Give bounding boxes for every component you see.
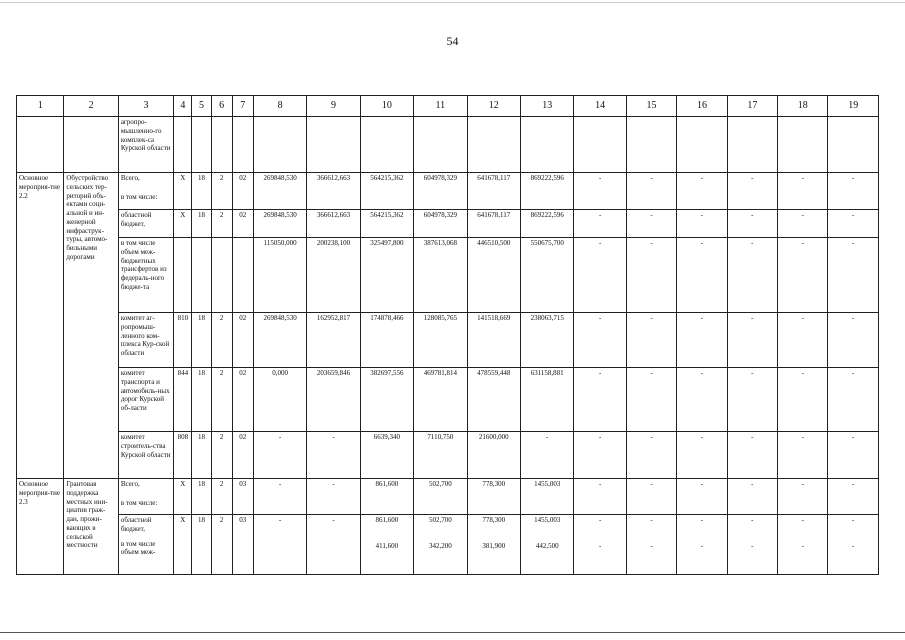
empty-value-cell: - — [727, 479, 777, 515]
value-cell: - — [253, 479, 306, 515]
value-cell: 269848,530 — [253, 210, 306, 238]
header-cell: 17 — [727, 96, 777, 117]
code-cell: 18 — [192, 173, 211, 210]
header-cell: 6 — [211, 96, 232, 117]
empty-value-cell: - — [778, 238, 828, 313]
value-cell: 502,700 — [414, 479, 467, 515]
row-label: комитет аг-ропромыш-ленного ком-плекса Кур-ской области — [118, 313, 173, 368]
code-cell: 18 — [192, 515, 211, 575]
value-cell: 269848,530 — [253, 313, 306, 368]
empty-value-cell: - — [778, 173, 828, 210]
empty-value-cell: - — [778, 432, 828, 479]
empty-value-cell: - - — [677, 515, 727, 575]
code-cell: 03 — [232, 479, 253, 515]
value-cell: - — [307, 432, 360, 479]
empty-value-cell: - — [626, 210, 676, 238]
value-cell: 6639,340 — [360, 432, 413, 479]
code-cell: 02 — [232, 210, 253, 238]
code-cell: 844 — [174, 368, 192, 432]
empty-value-cell: - — [778, 313, 828, 368]
header-cell: 19 — [828, 96, 879, 117]
value-cell: 861,600 411,600 — [360, 515, 413, 575]
header-cell: 11 — [414, 96, 467, 117]
empty-value-cell: - — [828, 479, 879, 515]
value-cell: 478559,448 — [467, 368, 520, 432]
scan-edge-line — [0, 2, 905, 3]
empty-value-cell: - — [677, 238, 727, 313]
header-cell: 2 — [64, 96, 118, 117]
empty-value-cell: - — [574, 313, 626, 368]
value-cell: 641678,117 — [467, 173, 520, 210]
page-number: 54 — [446, 34, 459, 48]
empty-value-cell: - — [727, 368, 777, 432]
code-cell: 2 — [211, 515, 232, 575]
header-cell: 4 — [174, 96, 192, 117]
code-cell: 2 — [211, 173, 232, 210]
header-cell: 15 — [626, 96, 676, 117]
measure-name: Основное мероприя-тие 2.2 — [17, 173, 64, 479]
code-cell — [232, 238, 253, 313]
value-cell: 502,700 342,200 — [414, 515, 467, 575]
value-cell: 604978,329 — [414, 173, 467, 210]
empty-value-cell: - — [727, 210, 777, 238]
code-cell: 03 — [232, 515, 253, 575]
value-cell: 469781,814 — [414, 368, 467, 432]
code-cell: Х — [174, 173, 192, 210]
value-cell: 641678,117 — [467, 210, 520, 238]
table-row — [17, 479, 879, 515]
value-cell: 366612,663 — [307, 173, 360, 210]
value-cell: 141518,669 — [467, 313, 520, 368]
empty-value-cell: - — [727, 238, 777, 313]
code-cell: 18 — [192, 432, 211, 479]
value-cell: - — [307, 515, 360, 575]
value-cell: 325497,800 — [360, 238, 413, 313]
value-cell: 1455,003 — [520, 479, 573, 515]
code-cell — [192, 238, 211, 313]
value-cell: - — [253, 432, 306, 479]
empty-value-cell: - — [828, 173, 879, 210]
table-row — [17, 515, 879, 575]
value-cell: 564215,362 — [360, 173, 413, 210]
empty-value-cell: - — [677, 173, 727, 210]
empty-value-cell: - — [574, 173, 626, 210]
empty-value-cell: - - — [828, 515, 879, 575]
empty-value-cell: - - — [574, 515, 626, 575]
code-cell — [174, 238, 192, 313]
code-cell: Х — [174, 479, 192, 515]
value-cell: 564215,362 — [360, 210, 413, 238]
empty-value-cell: - — [828, 313, 879, 368]
header-cell: 7 — [232, 96, 253, 117]
value-cell: 200238,100 — [307, 238, 360, 313]
empty-value-cell: - — [828, 238, 879, 313]
code-cell: 2 — [211, 210, 232, 238]
value-cell: - — [253, 515, 306, 575]
code-cell: 18 — [192, 368, 211, 432]
value-cell: 604978,329 — [414, 210, 467, 238]
table-row — [17, 173, 879, 210]
table-row — [17, 313, 879, 368]
empty-value-cell: - - — [727, 515, 777, 575]
table-row — [17, 368, 879, 432]
code-cell: 02 — [232, 313, 253, 368]
value-cell: 162952,817 — [307, 313, 360, 368]
header-cell: 9 — [307, 96, 360, 117]
value-cell: 869222,596 — [520, 173, 573, 210]
empty-value-cell: - — [727, 432, 777, 479]
value-cell: 115050,000 — [253, 238, 306, 313]
empty-value-cell: - - — [626, 515, 676, 575]
header-row — [17, 96, 879, 117]
empty-value-cell: - — [677, 479, 727, 515]
value-cell: 269848,530 — [253, 173, 306, 210]
empty-value-cell: - — [778, 210, 828, 238]
measure-description: Грантовая поддержка местных ини-циатив граж-дан, прожи-вающих в сельской местности — [64, 479, 118, 575]
empty-value-cell: - — [574, 238, 626, 313]
header-cell: 12 — [467, 96, 520, 117]
table-row-continuation — [17, 117, 879, 173]
code-cell: 2 — [211, 313, 232, 368]
value-cell: 382697,556 — [360, 368, 413, 432]
empty-value-cell: - — [828, 368, 879, 432]
empty-value-cell: - — [727, 313, 777, 368]
empty-value-cell: - — [626, 173, 676, 210]
empty-value-cell: - — [727, 173, 777, 210]
code-cell: 18 — [192, 313, 211, 368]
empty-value-cell: - — [626, 368, 676, 432]
code-cell: 2 — [211, 368, 232, 432]
code-cell: 02 — [232, 432, 253, 479]
empty-value-cell: - — [574, 432, 626, 479]
empty-value-cell: - — [778, 368, 828, 432]
value-cell: 778,300 381,900 — [467, 515, 520, 575]
header-cell: 8 — [253, 96, 306, 117]
empty-value-cell: - — [626, 432, 676, 479]
code-cell: 18 — [192, 210, 211, 238]
value-cell: - — [307, 479, 360, 515]
header-cell: 10 — [360, 96, 413, 117]
value-cell: 869222,596 — [520, 210, 573, 238]
budget-table — [16, 95, 879, 575]
header-cell: 3 — [118, 96, 173, 117]
empty-value-cell: - — [626, 238, 676, 313]
measure-name: Основное мероприя-тие 2.3 — [17, 479, 64, 575]
empty-value-cell: - — [778, 479, 828, 515]
row-label: Всего, в том числе: — [118, 479, 173, 515]
empty-value-cell: - — [574, 210, 626, 238]
value-cell: 21600,000 — [467, 432, 520, 479]
value-cell: 861,600 — [360, 479, 413, 515]
row-label: комитет строитель-ства Курской области — [118, 432, 173, 479]
header-cell: 5 — [192, 96, 211, 117]
value-cell: 366612,663 — [307, 210, 360, 238]
header-cell: 13 — [520, 96, 573, 117]
value-cell: 128085,765 — [414, 313, 467, 368]
measure-description: Обустройство сельских тер-риторий объ-ектами соци-альной и ин-женерной инфраструк-туры, автомо-бильными дорогами — [64, 173, 118, 479]
value-cell: 778,300 — [467, 479, 520, 515]
header-cell: 16 — [677, 96, 727, 117]
value-cell: 387613,068 — [414, 238, 467, 313]
table-row — [17, 432, 879, 479]
empty-value-cell: - — [677, 368, 727, 432]
value-cell: 446510,500 — [467, 238, 520, 313]
empty-value-cell: - — [626, 313, 676, 368]
value-cell: 631158,881 — [520, 368, 573, 432]
value-cell: 238063,715 — [520, 313, 573, 368]
header-cell: 14 — [574, 96, 626, 117]
code-cell: Х — [174, 210, 192, 238]
value-cell: 550675,700 — [520, 238, 573, 313]
empty-value-cell: - - — [778, 515, 828, 575]
empty-value-cell: - — [677, 313, 727, 368]
value-cell: 7110,750 — [414, 432, 467, 479]
value-cell: 0,000 — [253, 368, 306, 432]
code-cell: 02 — [232, 368, 253, 432]
table-row — [17, 238, 879, 313]
value-cell: - — [520, 432, 573, 479]
empty-value-cell: - — [677, 210, 727, 238]
value-cell: 1455,003 442,500 — [520, 515, 573, 575]
row-label: в том числе объем меж-бюджетных трансфертов из федераль-ного бюдже-та — [118, 238, 173, 313]
code-cell: 2 — [211, 479, 232, 515]
empty-value-cell: - — [574, 368, 626, 432]
value-cell: 203659,846 — [307, 368, 360, 432]
row-label: областной бюджет, в том числе объем меж- — [118, 515, 173, 575]
row-label: агропро-мышленно-го комплек-са Курской области — [118, 117, 173, 173]
code-cell: 2 — [211, 432, 232, 479]
row-label: Всего, в том числе: — [118, 173, 173, 210]
scan-bottom-edge — [0, 632, 905, 633]
value-cell: 174878,466 — [360, 313, 413, 368]
empty-value-cell: - — [574, 479, 626, 515]
empty-value-cell: - — [828, 210, 879, 238]
row-label: комитет транспорта и автомобиль-ных дорог Курской об-ласти — [118, 368, 173, 432]
code-cell: 02 — [232, 173, 253, 210]
header-cell: 1 — [17, 96, 64, 117]
code-cell: 18 — [192, 479, 211, 515]
empty-value-cell: - — [677, 432, 727, 479]
empty-value-cell: - — [828, 432, 879, 479]
code-cell — [211, 238, 232, 313]
table-row — [17, 210, 879, 238]
row-label: областной бюджет, — [118, 210, 173, 238]
code-cell: 810 — [174, 313, 192, 368]
code-cell: 808 — [174, 432, 192, 479]
header-cell: 18 — [778, 96, 828, 117]
code-cell: Х — [174, 515, 192, 575]
empty-value-cell: - — [626, 479, 676, 515]
